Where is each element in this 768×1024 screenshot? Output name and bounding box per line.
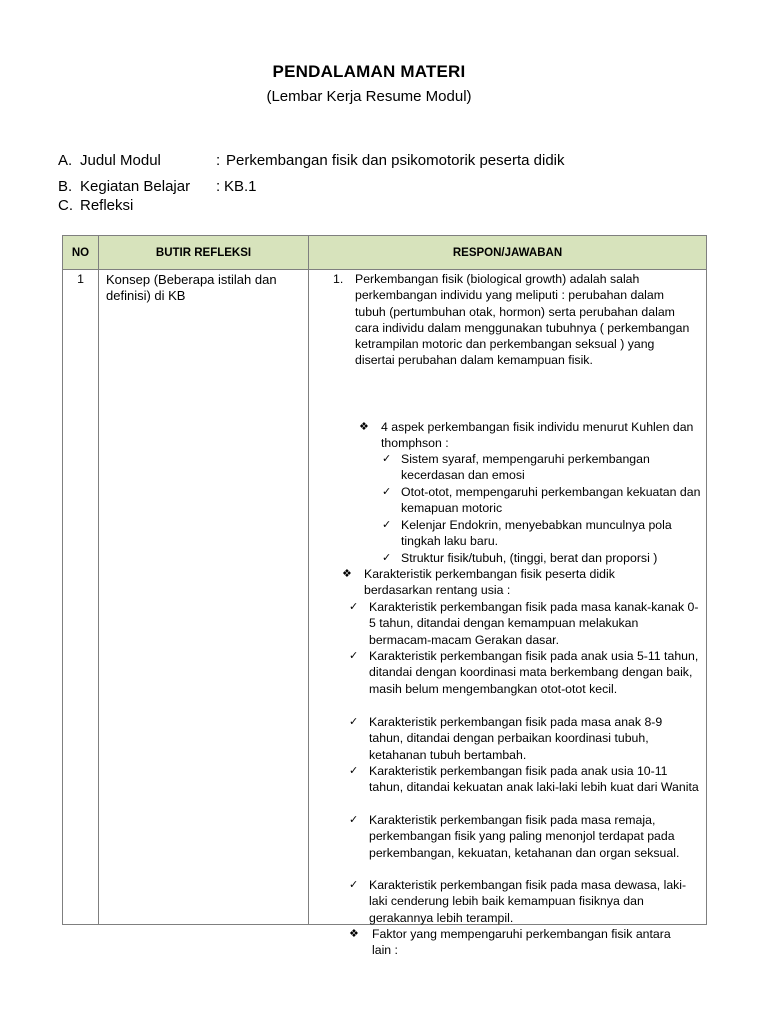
check-bullet-icon: ✓	[349, 765, 359, 777]
meta-sep: :	[216, 178, 221, 195]
numbered-marker: 1.	[333, 272, 344, 286]
check-bullet-icon: ✓	[382, 453, 392, 465]
meta-kegiatan-belajar	[58, 178, 257, 195]
header-no: NO	[63, 236, 99, 270]
check-bullet-icon: ✓	[349, 814, 359, 826]
aspek-item: Kelenjar Endokrin, menyebabkan munculnya pola tingkah laku baru.	[401, 518, 672, 549]
meta-judul-modul	[58, 152, 565, 169]
table-row	[63, 270, 707, 925]
definition-text: Perkembangan fisik (biological growth) adalah salah perkembangan individu yang meliputi : perubahan dalam tubuh (pertumbuhan otak, hormon) serta perubahan dalam cara individu dalam menggunakan tubuhnya ( perkembangan ketrampilan motoric dan perkembangan seksual ) yang disertai perubahan dalam kemampuan fisik.	[355, 272, 690, 368]
meta-label: Refleksi	[80, 197, 134, 214]
aspek-item: Otot-otot, mempengaruhi perkembangan kekuatan dan kemapuan motoric	[401, 485, 701, 516]
karakteristik-item: Karakteristik perkembangan fisik pada masa anak 8-9 tahun, ditandai dengan perbaikan koordinasi tubuh, ketahanan tubuh bertambah.	[369, 715, 663, 762]
karakteristik-item: Karakteristik perkembangan fisik pada masa remaja, perkembangan fisik yang paling menonjol terdapat pada perkembangan, kekuatan, ketahanan dan organ seksual.	[369, 813, 680, 860]
check-bullet-icon: ✓	[349, 601, 359, 613]
aspek-item: Sistem syaraf, mempengaruhi perkembangan kecerdasan dan emosi	[401, 452, 650, 483]
aspek-item: Struktur fisik/tubuh, (tinggi, berat dan proporsi )	[401, 551, 658, 565]
reflection-table	[62, 235, 707, 958]
page-title: PENDALAMAN MATERI	[272, 62, 466, 81]
check-bullet-icon: ✓	[349, 650, 359, 662]
aspek-heading: 4 aspek perkembangan fisik individu menurut Kuhlen dan thomphson :	[381, 420, 694, 451]
karakteristik-heading: Karakteristik perkembangan fisik peserta didik berdasarkan rentang usia :	[364, 567, 615, 598]
butir-refleksi-cell: Konsep (Beberapa istilah dan definisi) di KB	[99, 270, 309, 925]
meta-value: KB.1	[224, 178, 257, 195]
table-header-row	[63, 236, 707, 270]
diamond-bullet-icon: ❖	[359, 421, 369, 433]
check-bullet-icon: ✓	[382, 486, 392, 498]
meta-label: Judul Modul	[80, 152, 161, 169]
diamond-bullet-icon: ❖	[349, 928, 359, 940]
karakteristik-item: Karakteristik perkembangan fisik pada anak usia 5-11 tahun, ditandai dengan koordinasi mata berkembang dengan baik, masih belum mengembangkan otot-otot kecil.	[369, 649, 699, 696]
meta-sep: :	[216, 152, 221, 169]
meta-refleksi	[58, 197, 133, 214]
row-number: 1	[63, 270, 99, 925]
meta-letter: C.	[58, 197, 73, 214]
check-bullet-icon: ✓	[382, 519, 392, 531]
meta-label: Kegiatan Belajar	[80, 178, 191, 195]
meta-letter: A.	[58, 152, 73, 169]
meta-letter: B.	[58, 178, 73, 195]
page-subtitle: (Lembar Kerja Resume Modul)	[266, 88, 472, 105]
check-bullet-icon: ✓	[349, 879, 359, 891]
diamond-bullet-icon: ❖	[342, 568, 352, 580]
faktor-heading: Faktor yang mempengaruhi perkembangan fisik antara lain :	[372, 927, 671, 958]
karakteristik-item: Karakteristik perkembangan fisik pada masa kanak-kanak 0-5 tahun, ditandai dengan kemampuan melakukan bermacam-macam Gerakan dasar.	[369, 600, 699, 647]
header-respon-jawaban: RESPON/JAWABAN	[309, 236, 707, 270]
karakteristik-item: Karakteristik perkembangan fisik pada anak usia 10-11 tahun, ditandai kekuatan anak laki-laki lebih kuat dari Wanita	[369, 764, 699, 795]
header-butir-refleksi: BUTIR REFLEKSI	[99, 236, 309, 270]
respon-cell	[309, 270, 707, 958]
check-bullet-icon: ✓	[349, 716, 359, 728]
meta-value: Perkembangan fisik dan psikomotorik peserta didik	[226, 152, 565, 169]
check-bullet-icon: ✓	[382, 552, 392, 564]
karakteristik-item: Karakteristik perkembangan fisik pada masa dewasa, laki-laki cenderung lebih baik kemampuan fisiknya dan gerakannya lebih terampil.	[369, 878, 687, 925]
